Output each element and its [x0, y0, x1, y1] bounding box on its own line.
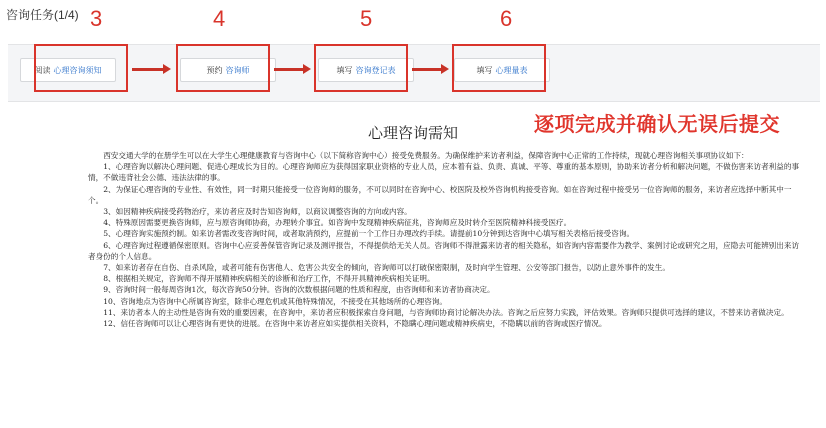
step-registration-form-link[interactable]: 咨询登记表: [355, 66, 396, 75]
instruction-annotation: 逐项完成并确认无误后提交: [534, 112, 780, 136]
step-number-3: 3: [90, 6, 103, 31]
step-registration-form[interactable]: [318, 58, 414, 82]
arrow-right-icon: [412, 68, 442, 71]
task-progress-title: 咨询任务(1/4): [6, 8, 79, 22]
document-paragraph: 3、如因精神疾病接受药物治疗，来访者应及时告知咨询师，以商议调整咨询的方向或内容。: [103, 207, 412, 217]
document-paragraph: 4、特殊原因需要更换咨询师，应与原咨询师协商，办理转介事宜。如咨询中发现精神疾病征兆，咨询师应及时转介至医院精神科接受医疗。: [103, 218, 572, 228]
arrow-right-icon: [274, 68, 304, 71]
document-paragraph: 6、心理咨询过程遵循保密原则。咨询中心应妥善保管咨询记录及测评报告，不得提供给无关人员。咨询师不得泄露来访者的相关隐私，如咨询内容需要作为教学、案例讨论或研究之用，应隐去可能辨别出来访者身份的个人信息。: [88, 240, 800, 261]
step-number-5: 5: [360, 6, 373, 31]
step-read-notice-prefix: 阅读: [34, 66, 51, 75]
document-paragraph: 5、心理咨询实施预约制。如来访者需改变咨询时间，或者取消预约，应提前一个工作日办理改约手续。请提前10分钟到达咨询中心填写相关表格后接受咨询。: [103, 229, 635, 239]
document-paragraph: 11、来访者本人的主动性是咨询有效的重要因素，在咨询中，来访者应积极探索自身问题，与咨询师协商讨论解决办法。咨询之后应努力实践，评估效果。咨询师只提供可选择的建议，不替来访者做决定。: [103, 307, 789, 317]
step-book-counselor-link[interactable]: 咨询师: [225, 66, 250, 75]
document-paragraph: 2、为保证心理咨询的专业性、有效性，同一时期只能接受一位咨询师的服务，不可以同时在咨询中心、校医院及校外咨询机构接受咨询。如在咨询过程中接受另一位咨询师的服务，来访者应选择中断其中一个。: [88, 184, 792, 205]
document-paragraph: 12、信任咨询师可以让心理咨询有更快的进展。在咨询中来访者应如实提供相关资料，不隐瞒心理问题或精神疾病史，不隐瞒以前的咨询或医疗情况。: [103, 319, 607, 329]
document-paragraph: 10、咨询地点为咨询中心所属咨询室，除非心理危机或其他特殊情况，不接受在其他场所的心理咨询。: [103, 296, 447, 306]
step-read-notice-link[interactable]: 心理咨询须知: [53, 66, 102, 75]
document-paragraph: 8、根据相关规定，咨询师不得开展精神疾病相关的诊断和治疗工作，不得开具精神疾病相关证明。: [103, 274, 435, 284]
step-registration-form-prefix: 填写: [336, 66, 353, 75]
document-body: [88, 150, 800, 329]
step-book-counselor[interactable]: [180, 58, 276, 82]
step-number-4: 4: [213, 6, 226, 31]
step-psych-scale[interactable]: [454, 58, 550, 82]
document-title: 心理咨询需知: [367, 124, 458, 142]
step-book-counselor-prefix: 预约: [206, 66, 223, 75]
document-paragraph: 7、如来访者存在自伤、自杀风险，或者可能有伤害他人、危害公共安全的倾向，咨询师可以打破保密限制，及时向学生管理、公安等部门报告，以防止意外事件的发生。: [103, 263, 670, 273]
document-paragraph: 9、咨询时间一般每周咨询1次，每次咨询50分钟。咨询的次数根据问题的性质和程度，由咨询师和来访者协商决定。: [103, 285, 495, 295]
task-steps-bar: [8, 44, 820, 102]
document-paragraph: 西安交通大学的在册学生可以在大学生心理健康教育与咨询中心（以下简称咨询中心）接受免费服务。为确保维护来访者利益，保障咨询中心正常的工作持续，现就心理咨询相关事项协议如下：: [103, 151, 749, 160]
step-psych-scale-link[interactable]: 心理量表: [495, 66, 528, 75]
step-read-notice[interactable]: [20, 58, 116, 82]
document-paragraph: 1、心理咨询以解决心理问题、促进心理成长为目的。心理咨询师应为获得国家职业资格的专业人员，应本着有益、负责、真诚、平等、尊重的基本原则，协助来访者分析和解决问题，不做伤害来访者利益的事情，不做违背社会公德、违法法律的事。: [88, 162, 800, 183]
arrow-right-icon: [132, 68, 164, 71]
step-psych-scale-prefix: 填写: [476, 66, 493, 75]
step-number-6: 6: [500, 6, 513, 31]
